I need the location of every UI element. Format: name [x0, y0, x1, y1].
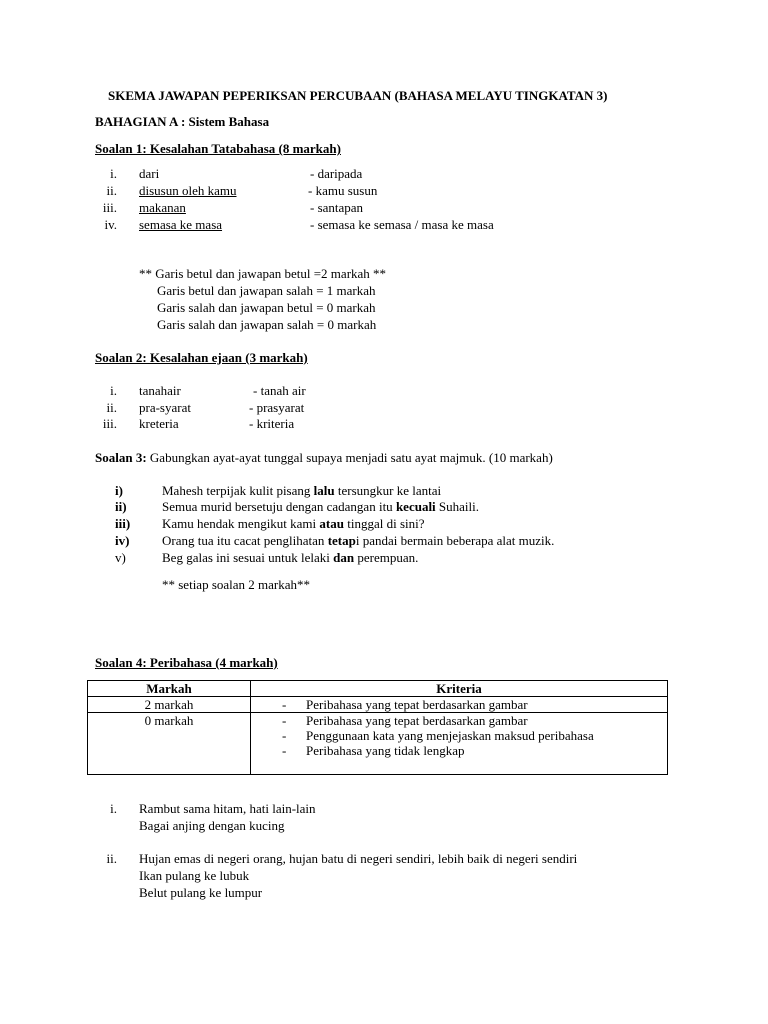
- q1-item-right: - daripada: [310, 166, 363, 181]
- q3-item-sentence: [162, 549, 418, 566]
- q3-item-sentence: [162, 498, 479, 515]
- q1-item-right: - kamu susun: [308, 183, 378, 198]
- section-heading: BAHAGIAN A : Sistem Bahasa: [95, 114, 270, 129]
- bullet-dash: -: [282, 743, 287, 758]
- sentence-part: Beg galas ini sesuai untuk lelaki: [162, 550, 334, 565]
- sentence-part: Mahesh terpijak kulit pisang: [162, 483, 314, 498]
- answer-number: ii.: [106, 851, 117, 866]
- sentence-part: Semua murid bersetuju dengan cadangan itu: [162, 499, 396, 514]
- sentence-part: Orang tua itu cacat penglihatan: [162, 533, 328, 548]
- q1-item-number: ii.: [106, 183, 117, 198]
- sentence-part: Suhaili.: [435, 499, 480, 514]
- q3-item-number: iv): [115, 533, 130, 548]
- marking-note: Garis betul dan jawapan salah = 1 markah: [157, 283, 376, 298]
- q2-heading: Soalan 2: Kesalahan ejaan (3 markah): [95, 350, 308, 365]
- q1-item-wrong: semasa ke masa: [139, 217, 223, 232]
- table-header-row: [88, 681, 668, 697]
- q2-item-number: iii.: [102, 416, 117, 431]
- q1-item-right: - santapan: [310, 200, 364, 215]
- bullet-dash: -: [282, 728, 287, 743]
- answer-line: Ikan pulang ke lubuk: [139, 868, 250, 883]
- criteria-text: Peribahasa yang tidak lengkap: [306, 743, 465, 758]
- marking-note: Garis salah dan jawapan salah = 0 markah: [157, 317, 377, 332]
- criteria-text: Penggunaan kata yang menjejaskan maksud peribahasa: [306, 728, 594, 743]
- sentence-part: Kamu hendak mengikut kami: [162, 516, 320, 531]
- conjunction: atau: [319, 516, 344, 531]
- conjunction: kecuali: [395, 499, 436, 514]
- conjunction: lalu: [313, 483, 335, 498]
- q1-item-wrong: disusun oleh kamu: [139, 183, 237, 198]
- answer-line: Bagai anjing dengan kucing: [139, 818, 285, 833]
- sentence-part: perempuan.: [354, 550, 419, 565]
- q3-heading-text: Gabungkan ayat-ayat tunggal supaya menjadi satu ayat majmuk. (10 markah): [146, 450, 553, 465]
- q1-item-number: iii.: [102, 200, 117, 215]
- column-header-markah: Markah: [88, 681, 251, 697]
- q3-item-number: v): [115, 550, 126, 565]
- bullet-dash: -: [282, 713, 287, 728]
- q1-item-wrong: makanan: [139, 200, 186, 215]
- answer-line: Rambut sama hitam, hati lain-lain: [139, 801, 316, 816]
- criteria-item: [251, 743, 667, 758]
- sentence-part: i pandai bermain beberapa alat muzik.: [355, 533, 555, 548]
- criteria-text: Peribahasa yang tepat berdasarkan gambar: [306, 697, 528, 712]
- q3-item-sentence: [162, 532, 554, 549]
- q2-item-number: ii.: [106, 400, 117, 415]
- q1-item-number: iv.: [104, 217, 117, 232]
- markah-cell: 0 markah: [88, 713, 251, 775]
- column-header-kriteria: Kriteria: [251, 681, 668, 697]
- q2-item-right: - kriteria: [249, 416, 295, 431]
- q3-item-number: iii): [115, 516, 131, 531]
- kriteria-cell: [251, 697, 668, 713]
- answer-number: i.: [110, 801, 117, 816]
- q3-marking-note: ** setiap soalan 2 markah**: [162, 577, 311, 592]
- marking-note: Garis salah dan jawapan betul = 0 markah: [157, 300, 376, 315]
- criteria-item: [251, 713, 667, 728]
- kriteria-cell: [251, 713, 668, 775]
- q2-item-wrong: pra-syarat: [139, 400, 191, 415]
- table-row: [88, 713, 668, 775]
- conjunction: dan: [333, 550, 355, 565]
- q2-item-number: i.: [110, 383, 117, 398]
- criteria-table: [87, 680, 668, 775]
- q1-item-wrong: dari: [139, 166, 160, 181]
- bullet-dash: -: [282, 697, 287, 712]
- q2-item-wrong: tanahair: [139, 383, 181, 398]
- criteria-text: Peribahasa yang tepat berdasarkan gambar: [306, 713, 528, 728]
- marking-note: ** Garis betul dan jawapan betul =2 markah **: [139, 266, 387, 281]
- q1-heading: Soalan 1: Kesalahan Tatabahasa (8 markah): [95, 141, 341, 156]
- criteria-item: [251, 697, 667, 712]
- q3-heading: [95, 449, 553, 466]
- sentence-part: tersungkur ke lantai: [334, 483, 442, 498]
- conjunction: tetap: [327, 533, 356, 548]
- document-title: SKEMA JAWAPAN PEPERIKSAN PERCUBAAN (BAHASA MELAYU TINGKATAN 3): [108, 88, 608, 103]
- q3-item-number: i): [115, 483, 123, 498]
- q4-heading: Soalan 4: Peribahasa (4 markah): [95, 655, 278, 670]
- sentence-part: tinggal di sini?: [343, 516, 425, 531]
- answer-line: Belut pulang ke lumpur: [139, 885, 263, 900]
- q3-item-sentence: [162, 482, 441, 499]
- q1-item-number: i.: [110, 166, 117, 181]
- criteria-item: [251, 728, 667, 743]
- table-row: [88, 697, 668, 713]
- q2-item-right: - tanah air: [253, 383, 306, 398]
- q3-item-sentence: [162, 515, 425, 532]
- answer-line: Hujan emas di negeri orang, hujan batu di negeri sendiri, lebih baik di negeri sendiri: [139, 851, 578, 866]
- q3-heading-label: Soalan 3:: [95, 450, 147, 465]
- q1-item-right: - semasa ke semasa / masa ke masa: [310, 217, 494, 232]
- q2-item-right: - prasyarat: [249, 400, 305, 415]
- q2-item-wrong: kreteria: [139, 416, 179, 431]
- q3-item-number: ii): [115, 499, 127, 514]
- markah-cell: 2 markah: [88, 697, 251, 713]
